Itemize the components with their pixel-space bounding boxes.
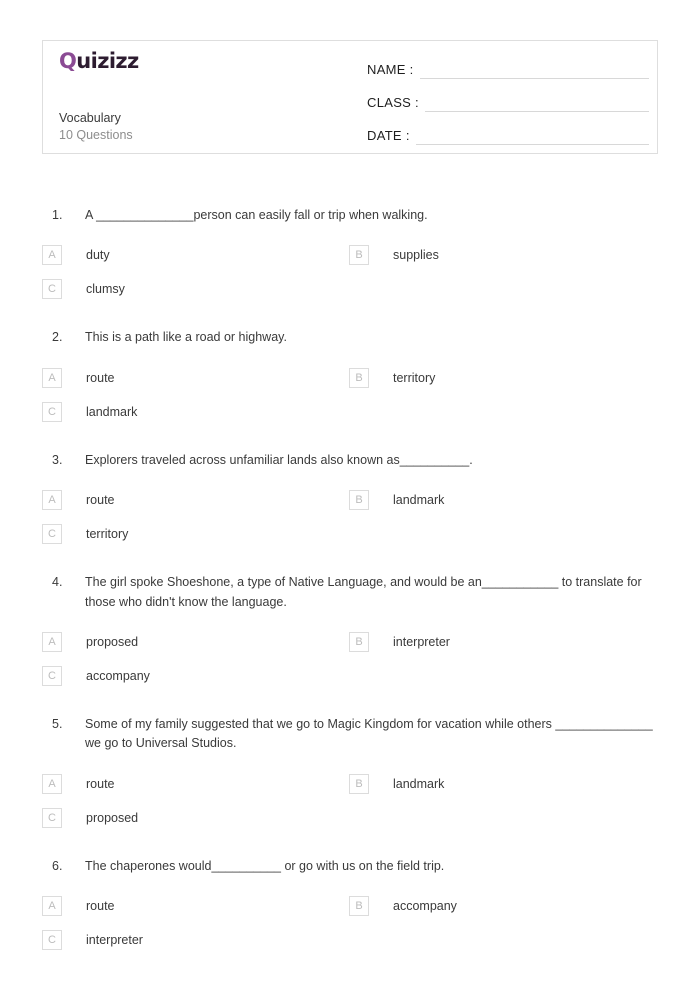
option-c[interactable] <box>42 517 349 551</box>
option-a[interactable] <box>42 238 349 272</box>
option-letter-badge: A <box>42 368 62 388</box>
option-a[interactable] <box>42 889 349 923</box>
question-line <box>0 573 700 612</box>
option-b[interactable] <box>349 483 656 517</box>
question-block <box>0 206 700 306</box>
question-number: 6. <box>52 858 63 873</box>
question-block <box>0 573 700 693</box>
options-group <box>0 767 700 835</box>
question-text: Explorers traveled across unfamiliar lands also known as__________. <box>85 452 473 467</box>
option-label: landmark <box>86 404 138 419</box>
question-line <box>0 451 700 470</box>
option-label: route <box>86 370 115 385</box>
option-label: route <box>86 493 115 508</box>
question-line <box>0 206 700 225</box>
question-text: The chaperones would__________ or go with us on the field trip. <box>85 858 445 873</box>
option-c[interactable] <box>42 395 349 429</box>
option-c[interactable] <box>42 801 349 835</box>
question-block <box>0 857 700 957</box>
name-field-label: NAME : <box>367 62 414 77</box>
option-a[interactable] <box>42 483 349 517</box>
question-line <box>0 328 700 347</box>
option-letter-badge: A <box>42 490 62 510</box>
option-letter-badge: A <box>42 245 62 265</box>
option-letter-badge: B <box>349 774 369 794</box>
question-text: The girl spoke Shoeshone, a type of Native Language, and would be an___________ to translate for those who didn't know the language. <box>85 575 642 609</box>
option-label: accompany <box>393 899 457 913</box>
class-field-label: CLASS : <box>367 95 419 110</box>
question-number: 5. <box>52 716 63 731</box>
option-letter-badge: B <box>349 245 369 265</box>
question-count-label: 10 Questions <box>59 127 133 142</box>
option-letter-badge: C <box>42 666 62 686</box>
option-b[interactable] <box>349 238 656 272</box>
option-label: duty <box>86 248 110 263</box>
option-label: landmark <box>393 493 445 508</box>
question-text: This is a path like a road or highway. <box>85 330 287 345</box>
question-block <box>0 328 700 428</box>
option-label: supplies <box>393 248 439 263</box>
name-field-row <box>367 55 649 79</box>
question-number: 3. <box>52 452 63 467</box>
option-b[interactable] <box>349 889 656 923</box>
option-letter-badge: A <box>42 896 62 916</box>
option-letter-badge: B <box>349 368 369 388</box>
options-group <box>0 625 700 693</box>
question-number: 4. <box>52 575 63 590</box>
options-group <box>0 238 700 306</box>
question-number: 1. <box>52 208 63 222</box>
worksheet-header-card <box>42 40 658 154</box>
option-label: interpreter <box>86 933 143 947</box>
options-group <box>0 889 700 957</box>
option-label: clumsy <box>86 282 125 297</box>
option-letter-badge: B <box>349 490 369 510</box>
option-label: landmark <box>393 776 445 791</box>
option-letter-badge: C <box>42 930 62 950</box>
option-label: territory <box>393 370 436 385</box>
option-label: interpreter <box>393 634 450 649</box>
option-letter-badge: C <box>42 524 62 544</box>
option-b[interactable] <box>349 625 656 659</box>
name-field-input[interactable] <box>420 62 649 79</box>
student-info-fields <box>367 55 649 154</box>
option-c[interactable] <box>42 923 349 957</box>
header-left-section <box>59 51 349 144</box>
date-field-row <box>367 121 649 145</box>
question-text: A ______________person can easily fall or trip when walking. <box>85 208 428 222</box>
question-block <box>0 715 700 835</box>
option-letter-badge: C <box>42 808 62 828</box>
date-field-label: DATE : <box>367 128 410 143</box>
quiz-title: Vocabulary <box>59 111 121 125</box>
options-group <box>0 361 700 429</box>
question-number: 2. <box>52 330 63 345</box>
option-a[interactable] <box>42 625 349 659</box>
quizizz-logo <box>59 51 349 72</box>
options-group <box>0 483 700 551</box>
date-field-input[interactable] <box>416 128 649 145</box>
questions-list <box>0 206 700 979</box>
option-label: territory <box>86 527 129 542</box>
question-block <box>0 451 700 551</box>
option-a[interactable] <box>42 361 349 395</box>
option-letter-badge: A <box>42 632 62 652</box>
option-letter-badge: B <box>349 632 369 652</box>
question-line <box>0 715 700 754</box>
option-letter-badge: A <box>42 774 62 794</box>
class-field-row <box>367 88 649 112</box>
option-label: route <box>86 899 115 913</box>
option-label: proposed <box>86 634 139 649</box>
option-b[interactable] <box>349 767 656 801</box>
class-field-input[interactable] <box>425 95 649 112</box>
option-c[interactable] <box>42 659 349 693</box>
option-a[interactable] <box>42 767 349 801</box>
option-letter-badge: B <box>349 896 369 916</box>
option-label: accompany <box>86 668 150 683</box>
option-letter-badge: C <box>42 402 62 422</box>
option-letter-badge: C <box>42 279 62 299</box>
question-text: Some of my family suggested that we go to Magic Kingdom for vacation while others ______________ we go to Universal Studios. <box>85 716 653 751</box>
option-c[interactable] <box>42 272 349 306</box>
option-label: route <box>86 776 115 791</box>
option-label: proposed <box>86 810 139 825</box>
question-line <box>0 857 700 876</box>
logo-rest-letters: uizizz <box>76 49 139 73</box>
option-b[interactable] <box>349 361 656 395</box>
logo-q-letter: Q <box>59 49 77 73</box>
